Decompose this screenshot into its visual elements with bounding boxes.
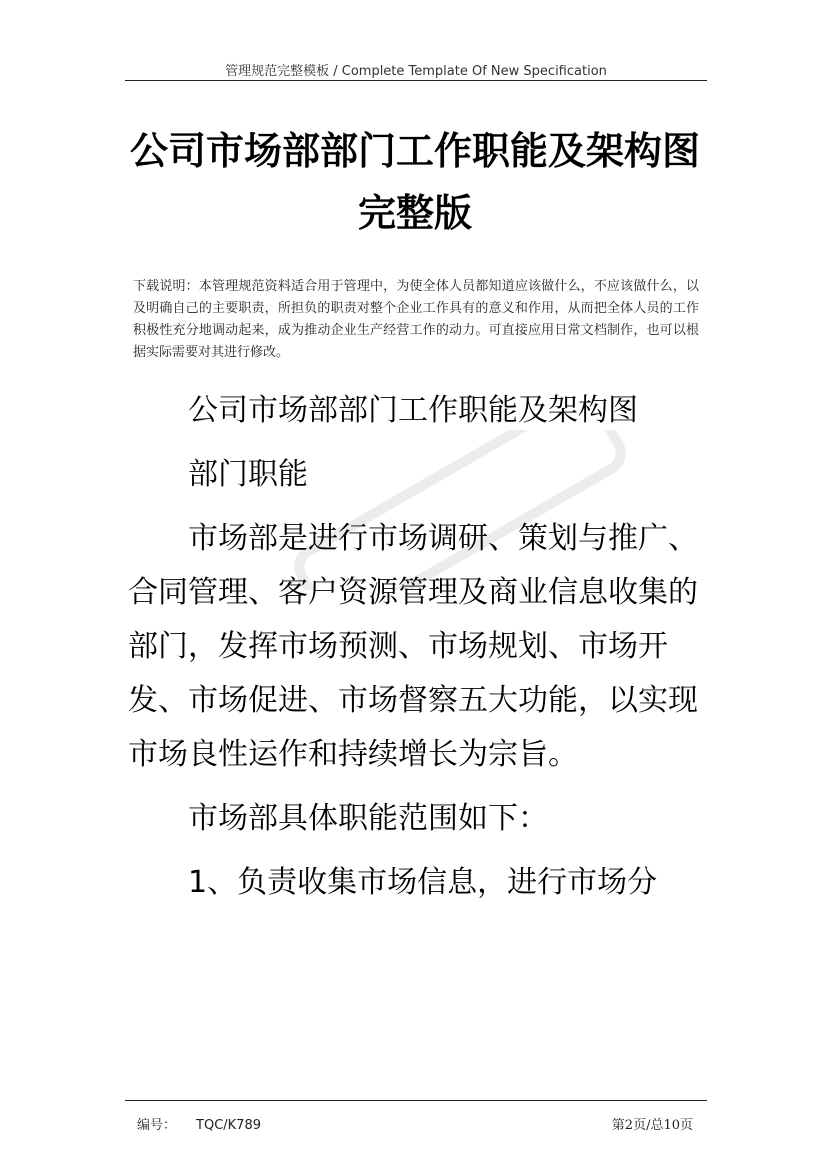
page-number: 第2页/总10页 — [611, 1118, 693, 1133]
section-heading: 部门职能 — [188, 457, 308, 492]
page-header: 管理规范完整模板 / Complete Template Of New Specification — [225, 64, 607, 79]
footer-code-value: TQC/K789 — [196, 1118, 261, 1133]
document-title — [100, 120, 730, 244]
footer-divider — [125, 1100, 707, 1101]
title-line-1: 公司市场部部门工作职能及架构图 — [129, 129, 700, 173]
download-notice: 下载说明：本管理规范资料适合用于管理中，为使全体人员都知道应该做什么，不应该做什么，以及明确自己的主要职责，所担负的职责对整个企业工作具有的意义和作用，从而把全体人员的工作积极性充分地调动起来，成为推动企业生产经营工作的动力。可直接应用日常文档制作，也可以根据实际需要对其进行修改。 — [133, 279, 699, 360]
body-heading: 公司市场部部门工作职能及架构图 — [188, 393, 638, 428]
footer-code — [137, 1114, 261, 1133]
footer-code-label: 编号： — [137, 1118, 177, 1133]
title-line-2: 完整版 — [357, 191, 472, 235]
body-paragraph: 市场部是进行市场调研、策划与推广、合同管理、客户资源管理及商业信息收集的部门，发挥市场预测、市场规划、市场开发、市场促进、市场督察五大功能，以实现市场良性运作和持续增长为宗旨。 — [128, 521, 698, 772]
header-divider — [125, 80, 707, 81]
list-item: 1、负责收集市场信息，进行市场分 — [188, 865, 658, 900]
body-paragraph-scope: 市场部具体职能范围如下： — [188, 801, 548, 836]
document-body — [128, 384, 700, 920]
